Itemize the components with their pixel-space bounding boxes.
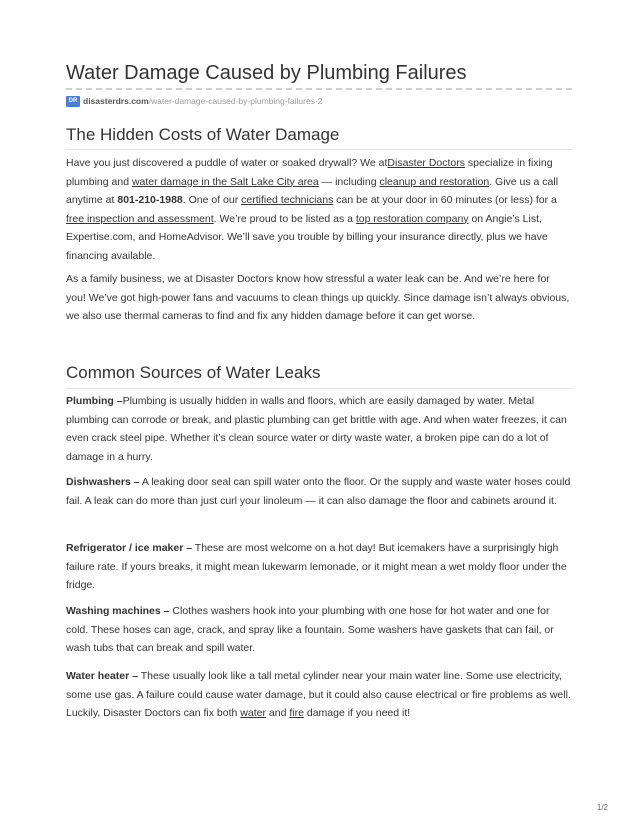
- section-heading-common-sources: Common Sources of Water Leaks: [66, 363, 321, 382]
- page-title: Water Damage Caused by Plumbing Failures: [66, 62, 467, 84]
- section-divider: [66, 149, 572, 150]
- water-link[interactable]: water: [240, 707, 266, 720]
- section-heading-hidden-costs: The Hidden Costs of Water Damage: [66, 125, 340, 144]
- item-label: Washing machines –: [66, 605, 170, 617]
- water-damage-slc-link[interactable]: water damage in the Salt Lake City area: [131, 175, 319, 188]
- source-line: [66, 94, 323, 108]
- cleanup-restoration-link[interactable]: cleanup and restoration: [379, 175, 490, 188]
- fire-link[interactable]: fire: [289, 707, 304, 720]
- page-number: 1/2: [596, 803, 608, 812]
- title-divider: [66, 88, 572, 90]
- intro-paragraph: Have you just discovered a puddle of water or soaked drywall? We atDisaster Doctors specialize in fixing plumbing and water damage in the Salt Lake City area — including cleanup and restoration. Give us a call anytime at 801-210-1988. One of our certified technicians can be at your door in 60 minutes (or less) for a free inspection and assessment. We’re proud to be listed as a top restoration company on Angie’s List, Expertise.com, and HomeAdvisor. We’ll save you trouble by billing your insurance directly, plus we have financing available.: [66, 157, 559, 262]
- item-label: Plumbing –: [66, 395, 123, 407]
- item-label: Water heater –: [66, 670, 138, 682]
- phone-number: 801-210-1988: [117, 194, 183, 207]
- item-label: Refrigerator / ice maker –: [66, 542, 193, 554]
- free-inspection-link[interactable]: free inspection and assessment: [66, 212, 214, 225]
- list-item: Water heater – These usually look like a tall metal cylinder near your main water line. Some use electricity, some use gas. A failure could cause water damage, but it could also cause electrical or fire problems as well. Luckily, Disaster Doctors can fix both water and fire damage if you need it!: [66, 670, 571, 720]
- list-item: Dishwashers – A leaking door seal can spill water onto the floor. Or the supply and waste water hoses could fail. A leak can do more than just curl your linoleum — it can also damage the floor and cabinets around it.: [66, 476, 571, 507]
- source-path: /water-damage-caused-by-plumbing-failures-2: [148, 96, 323, 106]
- section-divider: [66, 388, 572, 389]
- site-logo-icon: DR: [66, 96, 80, 107]
- list-item: Refrigerator / ice maker – These are most welcome on a hot day! But icemakers have a surprisingly high failure rate. If yours breaks, it might mean lukewarm lemonade, or it might mean a wet moldy floor under the fridge.: [66, 542, 567, 592]
- list-item: Washing machines – Clothes washers hook into your plumbing with one hose for hot water and one for cold. These hoses can age, crack, and spray like a fountain. Some washers have gaskets that can fail, or wash tubs that can break and spill water.: [66, 605, 554, 655]
- source-domain-link[interactable]: disasterdrs.com: [83, 96, 149, 106]
- top-restoration-company-link[interactable]: top restoration company: [355, 212, 469, 225]
- item-label: Dishwashers –: [66, 476, 140, 488]
- certified-technicians-link[interactable]: certified technicians: [241, 194, 334, 207]
- list-item: Plumbing –Plumbing is usually hidden in walls and floors, which are easily damaged by water. Metal plumbing can corrode or break, and plastic plumbing can get brittle with age. And when water freezes, it can even crack steel pipe. Whether it’s clean source water or dirty waste water, a broken pipe can do a lot of damage in a hurry.: [66, 395, 567, 463]
- disaster-doctors-link[interactable]: Disaster Doctors: [387, 157, 466, 169]
- family-business-paragraph: As a family business, we at Disaster Doctors know how stressful a water leak can be. And we’re here for you! We’ve got high-power fans and vacuums to clean things up quickly. Since damage isn’t always obvious, we also use thermal cameras to find and fix any hidden damage before it can get worse.: [66, 273, 570, 323]
